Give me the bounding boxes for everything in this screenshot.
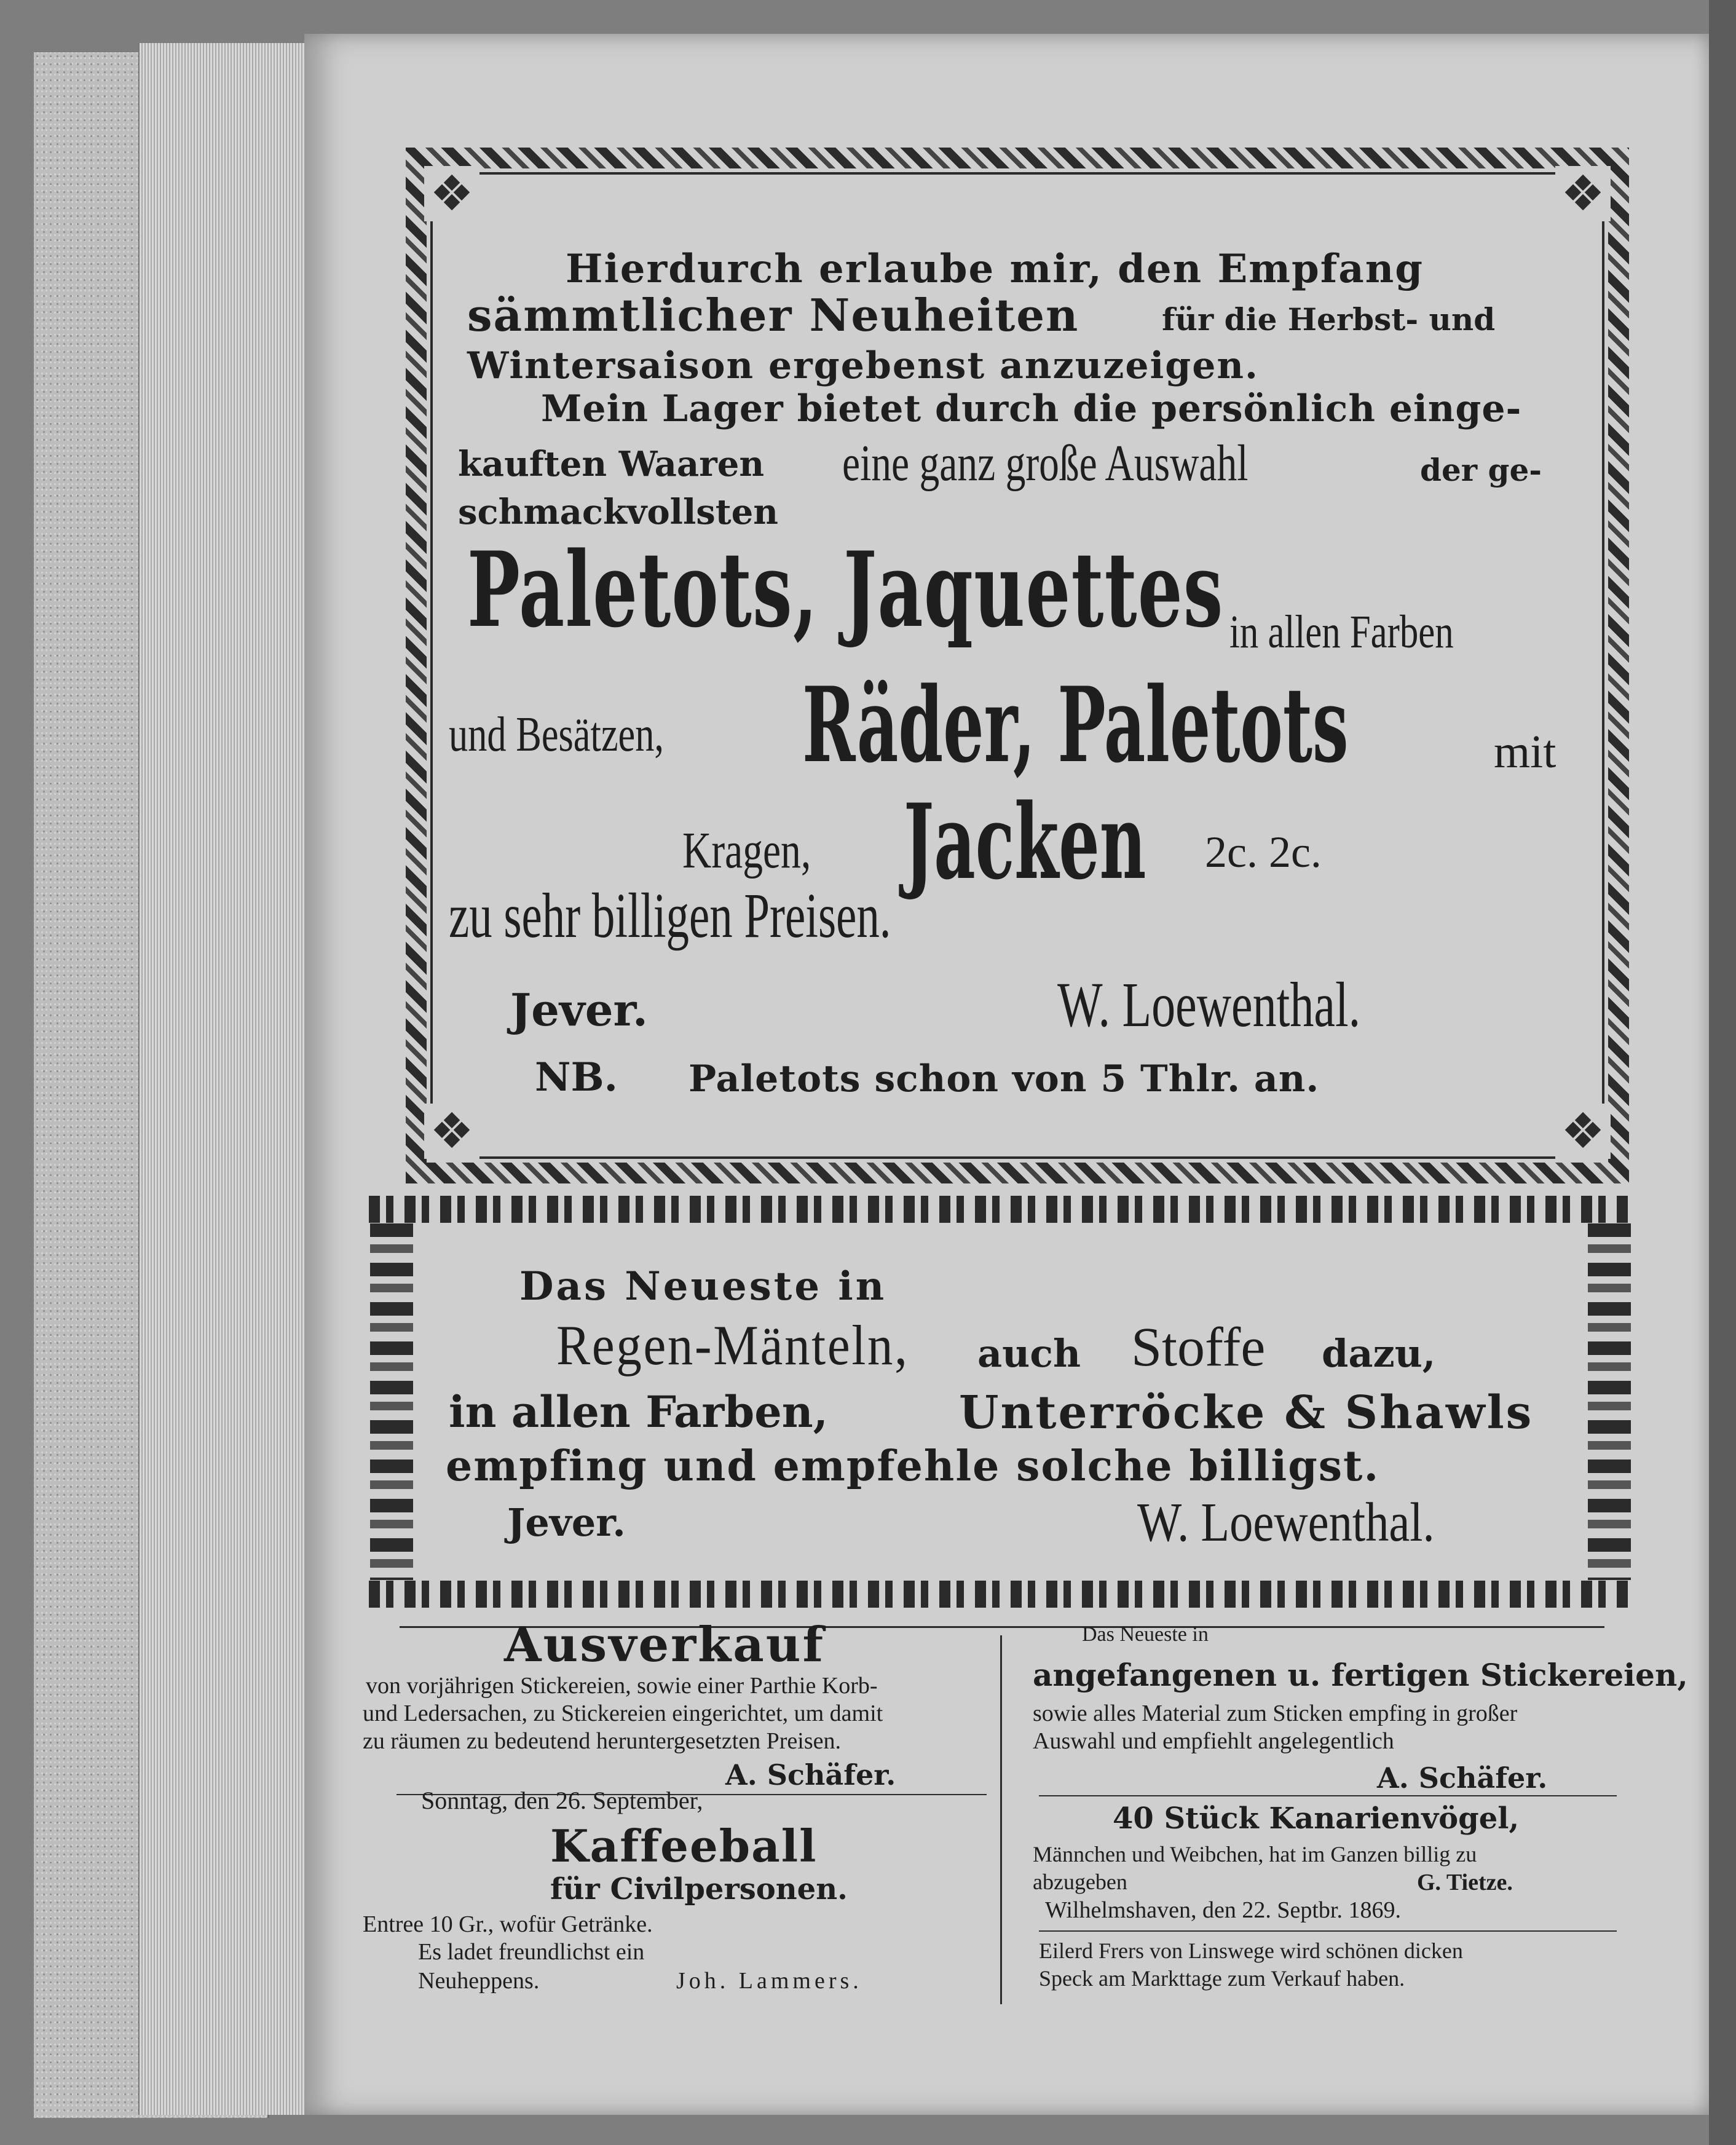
ad-main-line8a: und Besätzen, bbox=[449, 708, 665, 762]
ad-embroidery-body1: sowie alles Material zum Sticken empfing in großer bbox=[1033, 1701, 1518, 1726]
ornament-band bbox=[369, 1196, 1632, 1223]
ad-main-line1: Hierdurch erlaube mir, den Empfang bbox=[566, 246, 1424, 292]
ad-embroidery-signature: A. Schäfer. bbox=[1377, 1761, 1548, 1795]
ad-birds-body1: Männchen und Weibchen, hat im Ganzen billig zu bbox=[1033, 1842, 1477, 1867]
ad-birds-body2a: abzugeben bbox=[1033, 1870, 1127, 1894]
ad-sale-body2: und Ledersachen, zu Stickereien eingerichtet, um damit bbox=[363, 1701, 883, 1726]
divider bbox=[1039, 1795, 1617, 1796]
divider bbox=[1039, 1930, 1617, 1932]
ad-rain-line4: empfing und empfehle solche billigst. bbox=[446, 1442, 1380, 1491]
ad-rain-line2a: Regen-Mänteln, bbox=[556, 1314, 909, 1377]
column-divider bbox=[1000, 1635, 1002, 2004]
ad-rain-line3b: Unterröcke & Shawls bbox=[959, 1386, 1534, 1439]
ad-birds-title: 40 Stück Kanarienvögel, bbox=[1113, 1801, 1520, 1836]
ad-sale-body3: zu räumen zu bedeutend heruntergesetzten Preisen. bbox=[363, 1728, 841, 1754]
ad-rain-line2c: Stoffe bbox=[1131, 1317, 1266, 1378]
ad-ball-date: Sonntag, den 26. September, bbox=[421, 1787, 703, 1814]
ad-birds-dateline: Wilhelmshaven, den 22. Septbr. 1869. bbox=[1045, 1897, 1401, 1923]
ad-rain-line2b: auch bbox=[977, 1331, 1081, 1376]
ad-rain-line2d: dazu, bbox=[1322, 1331, 1436, 1376]
ad-main-line5c: der ge- bbox=[1420, 452, 1542, 488]
ad-sale-signature: A. Schäfer. bbox=[725, 1758, 896, 1791]
ornament-column bbox=[1588, 1223, 1631, 1580]
ad-ball-title: Kaffeeball bbox=[550, 1820, 818, 1872]
ad-bacon-body2: Speck am Markttage zum Verkauf haben. bbox=[1039, 1966, 1405, 1991]
ad-ball-body1: Entree 10 Gr., wofür Getränke. bbox=[363, 1911, 653, 1937]
ornament-band bbox=[369, 1581, 1632, 1608]
ad-main-big3: Jacken bbox=[904, 781, 1146, 903]
ad-main-line6: schmackvollsten bbox=[458, 492, 778, 532]
corner-ornament-icon: ❖ bbox=[424, 166, 479, 221]
ad-main-line3: Wintersaison ergebenst anzuzeigen. bbox=[467, 344, 1259, 387]
ad-main-line9c: 2c. 2c. bbox=[1205, 828, 1322, 877]
ad-main-line2b: für die Herbst- und bbox=[1162, 301, 1496, 338]
ad-ball-subtitle: für Civilpersonen. bbox=[550, 1872, 848, 1906]
ad-main-nb-text: Paletots schon von 5 Thlr. an. bbox=[688, 1057, 1320, 1100]
ad-main-line10: zu sehr billigen Preisen. bbox=[449, 880, 891, 951]
ad-sale-title: Ausverkauf bbox=[504, 1617, 826, 1673]
ad-embroidery-body2: Auswahl und empfiehlt angelegentlich bbox=[1033, 1728, 1394, 1754]
ad-main-line9a: Kragen, bbox=[682, 822, 811, 879]
ad-main-big2: Räder, Paletots bbox=[802, 664, 1349, 786]
ad-main-big1-tail: in allen Farben bbox=[1229, 606, 1454, 658]
corner-ornament-icon: ❖ bbox=[1555, 1104, 1611, 1159]
ad-main-nb-label: NB. bbox=[535, 1054, 618, 1100]
book-edge bbox=[1709, 0, 1736, 2145]
ad-main-merchant: W. Loewenthal. bbox=[1057, 970, 1361, 1040]
ad-embroidery-title: angefangenen u. fertigen Stickereien, bbox=[1033, 1657, 1688, 1693]
ad-bacon-body1: Eilerd Frers von Linswege wird schönen dicken bbox=[1039, 1938, 1463, 1963]
ad-birds-body2b: G. Tietze. bbox=[1417, 1870, 1513, 1895]
ad-main-line8c: mit bbox=[1494, 726, 1556, 778]
ad-rain-place: Jever. bbox=[507, 1500, 626, 1545]
ornament-column bbox=[370, 1223, 413, 1580]
corner-ornament-icon: ❖ bbox=[1555, 166, 1611, 221]
ad-rain-merchant: W. Loewenthal. bbox=[1137, 1492, 1435, 1553]
ad-embroidery-line1: Das Neueste in bbox=[1082, 1623, 1209, 1646]
ad-ball-place: Neuheppens. bbox=[418, 1968, 540, 1994]
ad-main-line5a: kauften Waaren bbox=[458, 444, 765, 484]
ad-rain-line1: Das Neueste in bbox=[519, 1263, 887, 1310]
corner-ornament-icon: ❖ bbox=[424, 1104, 479, 1159]
ad-main-line4: Mein Lager bietet durch die persönlich einge- bbox=[541, 387, 1522, 430]
ad-ball-signature: Joh. Lammers. bbox=[676, 1968, 862, 1994]
ad-ball-body2: Es ladet freundlichst ein bbox=[418, 1939, 645, 1965]
ad-main-line2a: sämmtlicher Neuheiten bbox=[467, 289, 1079, 341]
ad-sale-body1: von vorjährigen Stickereien, sowie einer Parthie Korb- bbox=[366, 1673, 878, 1699]
ad-main-line5b: eine ganz große Auswahl bbox=[842, 435, 1249, 492]
ad-main-big1: Paletots, Jaquettes bbox=[467, 529, 1224, 650]
page-stack bbox=[138, 43, 324, 2115]
ad-rain-line3a: in allen Farben, bbox=[449, 1386, 829, 1437]
ad-main-place: Jever. bbox=[510, 984, 648, 1036]
